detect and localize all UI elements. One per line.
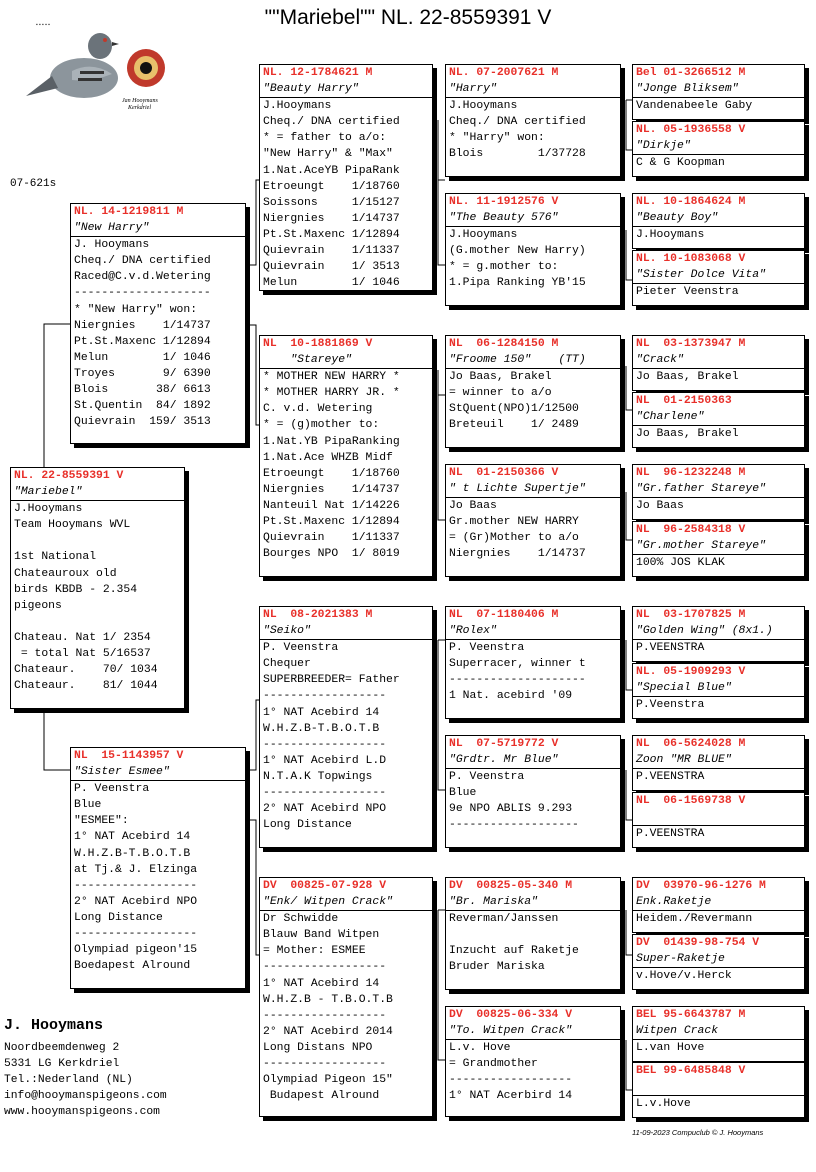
pigeon-detail-line: Long Distans NPO <box>263 1041 373 1054</box>
pigeon-name: "Stareye" <box>260 352 432 369</box>
pigeon-name: "Charlene" <box>633 409 804 426</box>
pigeon-detail-line: = winner to a/o <box>449 387 552 400</box>
ring-number: NL. 10-1083068 V <box>636 253 746 265</box>
gen4-card-4 <box>632 250 805 306</box>
pigeon-detail-line: Cheq./ DNA certified <box>449 116 586 129</box>
pigeon-detail-line: W.H.Z.B - T.B.O.T.B <box>263 993 393 1006</box>
pigeon-detail-line: Gr.mother NEW HARRY <box>449 516 579 529</box>
ring-number: NL 07-5719772 V <box>449 738 559 750</box>
pigeon-detail-line: Chateaur. 70/ 1034 <box>14 664 158 677</box>
pigeon-detail-line: L.v.Hove <box>636 1098 691 1111</box>
ring-number: NL 06-1284150 M <box>449 338 559 350</box>
ring-number: NL. 05-1936558 V <box>636 124 746 136</box>
breeder-info <box>4 1018 167 1120</box>
gen4-card-11 <box>632 735 805 791</box>
ring-number: NL 96-2584318 V <box>636 524 746 536</box>
pigeon-detail-line <box>14 614 181 630</box>
pigeon-detail-line: P.VEENSTRA <box>636 642 705 655</box>
breeder-website[interactable]: www.hooymanspigeons.com <box>4 1106 160 1118</box>
pigeon-detail-line: C & G Koopman <box>636 157 725 170</box>
pigeon-detail-line: Long Distance <box>263 819 352 832</box>
pigeon-detail-line: J. Hooymans <box>74 239 150 252</box>
pigeon-detail-line: Pt.St.Maxenc 1/12894 <box>74 335 211 348</box>
ssd-card <box>445 193 621 306</box>
ring-number: NL 06-1569738 V <box>636 795 746 807</box>
pigeon-name: "Beauty Harry" <box>260 81 432 98</box>
pigeon-detail-line: Chequer <box>263 658 311 671</box>
pigeon-detail-line: -------------------- <box>74 287 211 300</box>
breeder-name: J. Hooymans <box>4 1017 104 1034</box>
pigeon-name: "Grdtr. Mr Blue" <box>446 752 620 769</box>
ring-number: DV 03970-96-1276 M <box>636 880 766 892</box>
pigeon-icon <box>26 33 119 98</box>
pigeon-name: "The Beauty 576" <box>446 210 620 227</box>
pigeon-detail-line: 1 Nat. acebird '09 <box>449 690 573 703</box>
ring-number: NL 15-1143957 V <box>74 750 184 762</box>
pigeon-detail-line: 1.Pipa Ranking YB'15 <box>449 277 586 290</box>
pigeon-name: " t Lichte Supertje" <box>446 481 620 498</box>
pigeon-detail-line: 1st National <box>14 551 97 564</box>
pigeon-detail-line: N.T.A.K Topwings <box>263 770 373 783</box>
ring-number: NL 06-5624028 M <box>636 738 746 750</box>
pigeon-name: "Froome 150" (TT) <box>446 352 620 369</box>
svg-text:Jan Hooymans: Jan Hooymans <box>122 98 158 104</box>
pigeon-detail-line: Reverman/Janssen <box>449 913 559 926</box>
breeder-email[interactable]: info@hooymanspigeons.com <box>4 1090 167 1102</box>
pigeon-detail-line: SUPERBREEDER= Father <box>263 674 400 687</box>
breeder-city: 5331 LG Kerkdriel <box>4 1058 120 1070</box>
ring-number: DV 01439-98-754 V <box>636 937 760 949</box>
ring-number: DV 00825-07-928 V <box>263 880 387 892</box>
ring-number: NL. 22-8559391 V <box>14 470 124 482</box>
pigeon-name: "Br. Mariska" <box>446 894 620 911</box>
ring-number: NL 03-1707825 M <box>636 609 746 621</box>
breeder-address: Noordbeemdenweg 2 <box>4 1042 120 1054</box>
pigeon-detail-line: 1° NAT Acebird 14 <box>74 831 191 844</box>
pigeon-detail-line: Superracer, winner t <box>449 658 586 671</box>
pigeon-detail-line: Bruder Mariska <box>449 961 545 974</box>
pigeon-name: "Rolex" <box>446 623 620 640</box>
gen4-card-3 <box>632 193 805 249</box>
pigeon-detail-line: -------------------- <box>449 674 586 687</box>
pigeon-detail-line: Troyes 9/ 6390 <box>74 367 211 380</box>
pigeon-detail-line: Niergnies 1/14737 <box>263 212 400 225</box>
dam-card <box>70 747 246 989</box>
pigeon-detail-line: Quievrain 159/ 3513 <box>74 416 211 429</box>
pigeon-detail-line: 1.Nat.YB PipaRanking <box>263 435 400 448</box>
pigeon-detail-line: Cheq./ DNA certified <box>74 255 211 268</box>
pigeon-detail-line: J.Hooymans <box>14 503 83 516</box>
pigeon-detail-line: J.Hooymans <box>449 100 518 113</box>
pigeon-detail-line: J.Hooymans <box>263 100 332 113</box>
ring-number: NL 96-1232248 M <box>636 467 746 479</box>
pigeon-detail-line: Raced@C.v.d.Wetering <box>74 271 211 284</box>
pigeon-detail-line: Long Distance <box>74 911 163 924</box>
pigeon-detail-line: Pt.St.Maxenc 1/12894 <box>263 228 400 241</box>
pigeon-detail-line: Jo Baas <box>636 500 684 513</box>
pigeon-detail-line: ------------------ <box>449 1074 573 1087</box>
pigeon-detail-line: = (Gr)Mother to a/o <box>449 532 579 545</box>
pigeon-detail-line: 1° NAT Acebird L.D <box>263 754 387 767</box>
pigeon-name: Enk.Raketje <box>633 894 804 911</box>
pigeon-detail-line: Blue <box>449 787 477 800</box>
sdd-card <box>445 464 621 577</box>
pigeon-detail-line: P. Veenstra <box>74 783 150 796</box>
pigeon-detail-line: * MOTHER HARRY JR. * <box>263 387 400 400</box>
sire-card <box>70 203 246 444</box>
pigeon-detail-line: * = father to a/o: <box>263 132 387 145</box>
pigeon-name: "Seiko" <box>260 623 432 640</box>
ring-number: NL 01-2150366 V <box>449 467 559 479</box>
pigeon-name: "Golden Wing" (8x1.) <box>633 623 804 640</box>
pigeon-detail-line: Breteuil 1/ 2489 <box>449 419 579 432</box>
pigeon-detail-line: P.VEENSTRA <box>636 771 705 784</box>
dam-sire-card <box>259 606 433 848</box>
pigeon-name <box>633 809 804 826</box>
pigeon-detail-line: Quievrain 1/ 3513 <box>263 261 400 274</box>
pigeon-detail-line: Inzucht auf Raketje <box>449 945 579 958</box>
pigeon-detail-line: Heidem./Revermann <box>636 913 753 926</box>
pigeon-name: "Harry" <box>446 81 620 98</box>
pigeon-detail-line: P. Veenstra <box>263 642 339 655</box>
svg-text:▪ ▪ ▪ ▪ ▪: ▪ ▪ ▪ ▪ ▪ <box>36 23 50 28</box>
pigeon-detail-line: Bourges NPO 1/ 8019 <box>263 548 400 561</box>
pigeon-detail-line: 1° NAT Acebird 14 <box>263 977 380 990</box>
pigeon-detail-line: Blauw Band Witpen <box>263 929 380 942</box>
pigeon-name: "Gr.father Stareye" <box>633 481 804 498</box>
pigeon-detail-line: v.Hove/v.Herck <box>636 970 732 983</box>
pigeon-detail-line: Quievrain 1/11337 <box>263 532 400 545</box>
pigeon-detail-line: Melun 1/ 1046 <box>263 277 400 290</box>
sss-card <box>445 64 621 177</box>
pedigree-code: 07-621s <box>10 178 57 190</box>
pigeon-name: "Mariebel" <box>11 484 184 501</box>
pigeon-detail-line: 1.Nat.Ace WHZB Midf <box>263 451 393 464</box>
pigeon-detail-line: Olympiad Pigeon 15" <box>263 1074 393 1087</box>
pigeon-name: "Sister Dolce Vita" <box>633 267 804 284</box>
pigeon-detail-line: 100% JOS KLAK <box>636 557 725 570</box>
pigeon-detail-line: P.Veenstra <box>636 699 705 712</box>
ring-number: NL 01-2150363 <box>636 395 732 407</box>
pigeon-detail-line: Jo Baas, Brakel <box>636 428 739 441</box>
dds-card <box>445 877 621 990</box>
ring-number: NL. 12-1784621 M <box>263 67 373 79</box>
ring-number: DV 00825-06-334 V <box>449 1009 573 1021</box>
pigeon-detail-line: C. v.d. Wetering <box>263 403 373 416</box>
ring-number: NL. 07-2007621 M <box>449 67 559 79</box>
pigeon-detail-line: ------------------ <box>263 738 387 751</box>
pigeon-detail-line: ------------------ <box>263 1058 387 1071</box>
ring-number: NL 08-2021383 M <box>263 609 373 621</box>
pigeon-detail-line: Niergnies 1/14737 <box>449 548 586 561</box>
pigeon-name: "Jonge Bliksem" <box>633 81 804 98</box>
pigeon-detail-line: 1° NAT Acerbird 14 <box>449 1090 573 1103</box>
ddd-card <box>445 1006 621 1117</box>
pigeon-detail-line: pigeons <box>14 599 62 612</box>
gen4-card-7 <box>632 464 805 520</box>
pigeon-detail-line: 2° NAT Acebird NPO <box>74 895 198 908</box>
breeder-phone: Tel.:Nederland (NL) <box>4 1074 133 1086</box>
pigeon-detail-line: 2° NAT Acebird 2014 <box>263 1025 393 1038</box>
gen4-card-9 <box>632 606 805 662</box>
pigeon-detail-line: Olympiad pigeon'15 <box>74 944 198 957</box>
pigeon-detail-line: (G.mother New Harry) <box>449 245 586 258</box>
footer-credit: 11-09-2023 Compuclub © J. Hooymans <box>632 1128 764 1137</box>
pigeon-detail-line: = Mother: ESMEE <box>263 945 366 958</box>
pigeon-detail-line: Jo Baas <box>449 500 497 513</box>
pigeon-name: "Special Blue" <box>633 680 804 697</box>
pigeon-detail-line: L.v. Hove <box>449 1042 511 1055</box>
pigeon-detail-line: Jo Baas, Brakel <box>636 371 739 384</box>
pigeon-detail-line: P.VEENSTRA <box>636 828 705 841</box>
ring-number: Bel 01-3266512 M <box>636 67 746 79</box>
gen4-card-16 <box>632 1062 805 1118</box>
pigeon-detail-line: J.Hooymans <box>636 229 705 242</box>
pigeon-detail-line: 2° NAT Acebird NPO <box>263 803 387 816</box>
pigeon-detail-line: Blois 38/ 6613 <box>74 384 211 397</box>
dsd-card <box>445 735 621 848</box>
pigeon-detail-line: Chateaur. 81/ 1044 <box>14 680 158 693</box>
gen4-card-15 <box>632 1006 805 1062</box>
pigeon-detail-line: Blois 1/37728 <box>449 148 586 161</box>
pigeon-detail-line: Budapest Alround <box>263 1090 380 1103</box>
gen4-card-6 <box>632 392 805 448</box>
pigeon-name: "Crack" <box>633 352 804 369</box>
pigeon-detail-line: Pieter Veenstra <box>636 286 739 299</box>
ring-number: BEL 99-6485848 V <box>636 1065 746 1077</box>
pigeon-detail-line: Nanteuil Nat 1/14226 <box>263 499 400 512</box>
gen4-card-10 <box>632 663 805 719</box>
pigeon-detail-line: ------------------ <box>74 879 198 892</box>
pigeon-detail-line: birds KBDB - 2.354 <box>14 583 138 596</box>
pigeon-name: Witpen Crack <box>633 1023 804 1040</box>
pigeon-name: "Beauty Boy" <box>633 210 804 227</box>
gen4-card-1 <box>632 64 805 120</box>
gen4-card-5 <box>632 335 805 391</box>
dam-dam-card <box>259 877 433 1117</box>
pigeon-detail-line: Etroeungt 1/18760 <box>263 467 400 480</box>
ring-number: NL 07-1180406 M <box>449 609 559 621</box>
pigeon-detail-line: * "New Harry" won: <box>74 303 198 316</box>
pigeon-detail-line: = total Nat 5/16537 <box>14 648 151 661</box>
pigeon-name: "Enk/ Witpen Crack" <box>260 894 432 911</box>
pigeon-detail-line: P. Veenstra <box>449 771 525 784</box>
sire-sire-card <box>259 64 433 291</box>
eye-icon <box>127 49 165 87</box>
pigeon-detail-line: * "Harry" won: <box>449 132 545 145</box>
pigeon-name: "Dirkje" <box>633 138 804 155</box>
pigeon-detail-line: ------------------ <box>263 787 387 800</box>
pigeon-logo <box>22 16 172 116</box>
ring-number: DV 00825-05-340 M <box>449 880 573 892</box>
pigeon-name: "Sister Esmee" <box>71 764 245 781</box>
pigeon-detail-line: St.Quentin 84/ 1892 <box>74 400 211 413</box>
pigeon-detail-line: P. Veenstra <box>449 642 525 655</box>
pigeon-detail-line: Chateau. Nat 1/ 2354 <box>14 631 151 644</box>
pigeon-detail-line: "New Harry" & "Max" <box>263 148 393 161</box>
pigeon-detail-line: Quievrain 1/11337 <box>263 245 400 258</box>
sire-dam-card <box>259 335 433 577</box>
gen4-card-8 <box>632 521 805 577</box>
page-title: ""Mariebel"" NL. 22-8559391 V <box>264 6 552 29</box>
pigeon-detail-line: Melun 1/ 1046 <box>74 351 211 364</box>
pigeon-detail-line: W.H.Z.B-T.B.O.T.B <box>74 847 191 860</box>
pigeon-detail-line <box>14 533 181 549</box>
pigeon-detail-line: StQuent(NPO)1/12500 <box>449 403 579 416</box>
pigeon-detail-line: ------------------ <box>263 1009 387 1022</box>
pigeon-detail-line: Boedapest Alround <box>74 960 191 973</box>
pigeon-detail-line: Soissons 1/15127 <box>263 196 400 209</box>
dss-card <box>445 606 621 719</box>
ring-number: NL. 14-1219811 M <box>74 206 184 218</box>
pigeon-detail-line: 9e NPO ABLIS 9.293 <box>449 803 573 816</box>
ring-number: NL. 11-1912576 V <box>449 196 559 208</box>
pigeon-detail-line: * = (g)mother to: <box>263 419 380 432</box>
pigeon-detail-line <box>449 927 617 943</box>
gen4-card-12 <box>632 792 805 848</box>
pigeon-detail-line: Niergnies 1/14737 <box>74 319 211 332</box>
pigeon-detail-line: Team Hooymans WVL <box>14 519 131 532</box>
pigeon-detail-line: ------------------ <box>74 928 198 941</box>
pigeon-name <box>633 1079 804 1096</box>
ring-number: NL. 05-1909293 V <box>636 666 746 678</box>
pigeon-detail-line: Blue <box>74 799 102 812</box>
pigeon-name: Super-Raketje <box>633 951 804 968</box>
sds-card <box>445 335 621 448</box>
gen4-card-13 <box>632 877 805 933</box>
pigeon-detail-line: 1.Nat.AceYB PipaRank <box>263 164 400 177</box>
pigeon-detail-line: Etroeungt 1/18760 <box>263 180 400 193</box>
pigeon-detail-line: at Tj.& J. Elzinga <box>74 863 198 876</box>
ring-number: NL 10-1881869 V <box>263 338 373 350</box>
pigeon-detail-line: = Grandmother <box>449 1058 538 1071</box>
pigeon-detail-line: ------------------- <box>449 819 579 832</box>
pigeon-detail-line: Dr Schwidde <box>263 913 339 926</box>
ring-number: BEL 95-6643787 M <box>636 1009 746 1021</box>
pigeon-detail-line: "ESMEE": <box>74 815 129 828</box>
pigeon-detail-line: ------------------ <box>263 961 387 974</box>
pigeon-detail-line: 1° NAT Acebird 14 <box>263 706 380 719</box>
pigeon-detail-line: Cheq./ DNA certified <box>263 116 400 129</box>
pigeon-detail-line: Pt.St.Maxenc 1/12894 <box>263 516 400 529</box>
pigeon-name: "Gr.mother Stareye" <box>633 538 804 555</box>
pigeon-detail-line: Jo Baas, Brakel <box>449 371 552 384</box>
svg-text:Kerkdriel: Kerkdriel <box>128 105 151 111</box>
ring-number: NL. 10-1864624 M <box>636 196 746 208</box>
pigeon-name: "New Harry" <box>71 220 245 237</box>
pigeon-name: Zoon "MR BLUE" <box>633 752 804 769</box>
subject-pigeon-card <box>10 467 185 709</box>
pigeon-name: "To. Witpen Crack" <box>446 1023 620 1040</box>
pigeon-detail-line: Niergnies 1/14737 <box>263 483 400 496</box>
pigeon-detail-line: ------------------ <box>263 690 387 703</box>
pigeon-detail-line: W.H.Z.B-T.B.O.T.B <box>263 722 380 735</box>
pigeon-detail-line: Chateauroux old <box>14 567 117 580</box>
gen4-card-2 <box>632 121 805 177</box>
pigeon-detail-line: L.van Hove <box>636 1042 705 1055</box>
pigeon-detail-line: * MOTHER NEW HARRY * <box>263 371 400 384</box>
pigeon-detail-line: Vandenabeele Gaby <box>636 100 753 113</box>
gen4-card-14 <box>632 934 805 990</box>
pigeon-detail-line: J.Hooymans <box>449 229 518 242</box>
pigeon-detail-line: * = g.mother to: <box>449 261 559 274</box>
ring-number: NL 03-1373947 M <box>636 338 746 350</box>
